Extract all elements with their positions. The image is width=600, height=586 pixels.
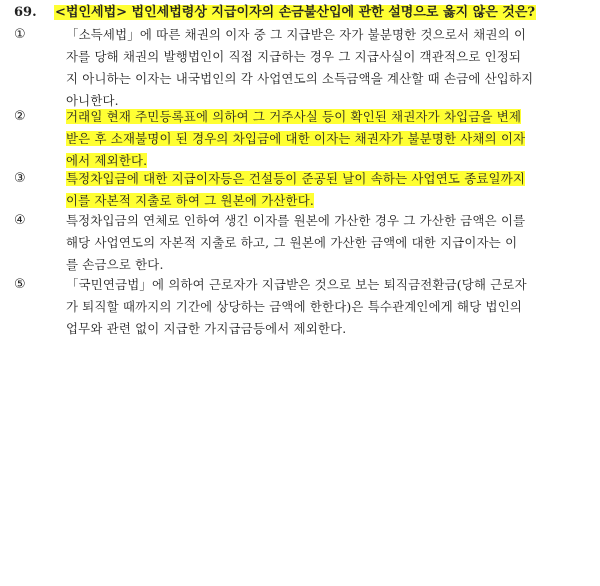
option-number: ② [14,109,26,124]
question-number: 69. [14,5,37,20]
option-text [66,210,586,276]
option-text [66,106,586,172]
question-header [14,4,594,22]
option-line: 자를 당해 채권의 발행법인이 직접 지급하는 경우 그 지급사실이 객관적으로 인정되 [66,49,522,64]
option-line: 특정차입금의 연체로 인하여 생긴 이자를 원본에 가산한 경우 그 가산한 금액은 이를 [66,213,526,228]
option-number: ③ [14,171,26,186]
option-text [66,168,586,212]
option-number: ① [14,27,26,42]
option-line: 를 손금으로 한다. [66,257,164,272]
option-line-highlighted: 특정차입금에 대한 지급이자등은 건설등이 준공된 날이 속하는 사업연도 종료일까지 [66,171,526,186]
option-line-highlighted: 거래일 현재 주민등록표에 의하여 그 거주사실 등이 확인된 채권자가 차입금을 변제 [66,109,522,124]
option-line: 가 퇴직할 때까지의 기간에 상당하는 금액에 한한다)은 특수관계인에게 해당 법인의 [66,299,523,314]
option-line: 업무와 관련 없이 지급한 가지급금등에서 제외한다. [66,321,347,336]
option-line: 「소득세법」에 따른 채권의 이자 중 그 지급받은 자가 불분명한 것으로서 채권의 이 [66,27,527,42]
option-line-highlighted: 받은 후 소재불명이 된 경우의 차입금에 대한 이자는 채권자가 불분명한 사채의 이자 [66,131,526,146]
option-number: ④ [14,213,26,228]
question-text: <법인세법> 법인세법령상 지급이자의 손금불산입에 관한 설명으로 옳지 않은 것은? [55,5,536,20]
option-line: 아니한다. [66,93,119,108]
option-line-highlighted: 에서 제외한다. [66,153,148,168]
option-text [66,274,586,340]
option-line-highlighted: 이를 자본적 지출로 하여 그 원본에 가산한다. [66,193,315,208]
option-text [66,24,586,112]
option-line: 해당 사업연도의 자본적 지출로 하고, 그 원본에 가산한 금액에 대한 지급이자는 이 [66,235,518,250]
option-line: 지 아니하는 이자는 내국법인의 각 사업연도의 소득금액을 계산할 때 손금에 산입하지 [66,71,534,86]
option-line: 「국민연금법」에 의하여 근로자가 지급받은 것으로 보는 퇴직금전환금(당해 근로자 [66,277,527,292]
option-number: ⑤ [14,277,26,292]
